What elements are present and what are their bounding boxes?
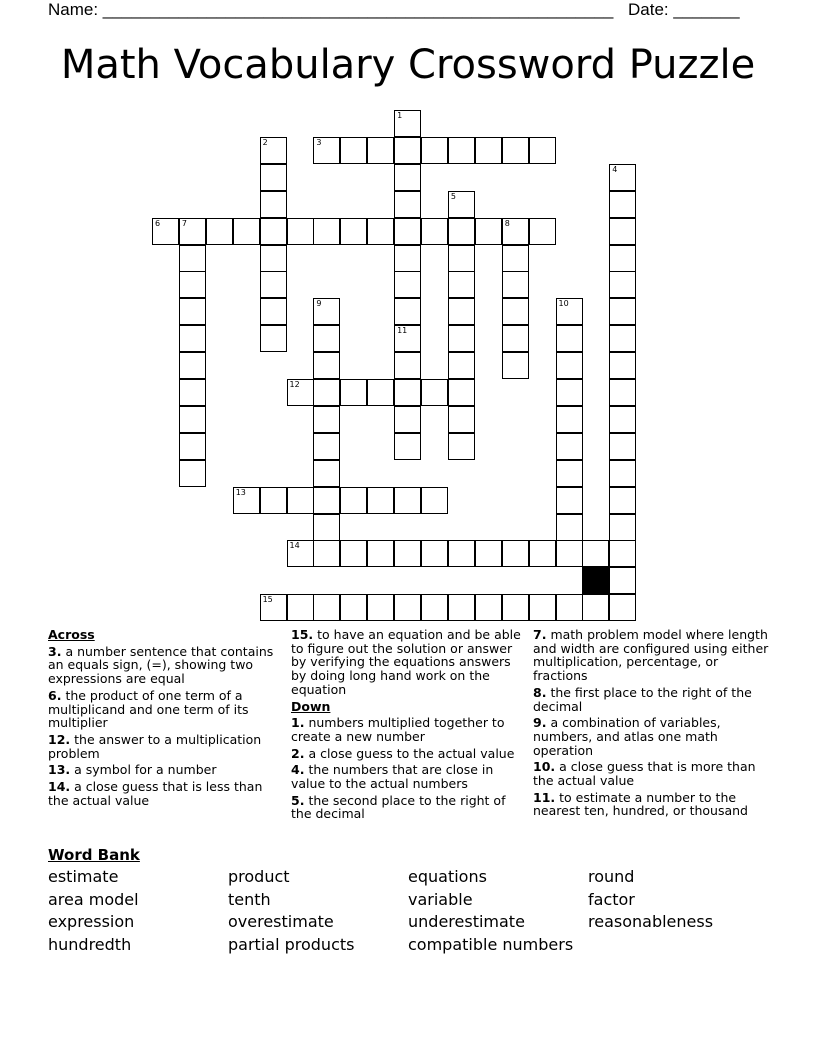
clue-down-5: 5. the second place to the right of the decimal (291, 792, 506, 822)
crossword-cell[interactable] (394, 540, 421, 567)
word-bank-word: round (588, 867, 635, 886)
crossword-cell[interactable] (394, 137, 421, 164)
crossword-cell[interactable] (394, 271, 421, 298)
crossword-cell[interactable] (609, 594, 636, 621)
crossword-cell[interactable] (448, 433, 475, 460)
crossword-cell[interactable] (367, 379, 394, 406)
crossword-cell[interactable] (313, 433, 340, 460)
clue-number: 15 (262, 595, 273, 605)
clue-number: 8 (504, 218, 510, 228)
word-bank-word: area model (48, 889, 139, 909)
crossword-cell[interactable] (313, 514, 340, 541)
word-bank-column-4 (588, 866, 713, 934)
crossword-cell[interactable] (609, 271, 636, 298)
clue-number: 13 (235, 487, 246, 497)
crossword-cell[interactable] (313, 487, 340, 514)
clue-across-12: 12. the answer to a multiplication problem (48, 731, 262, 761)
crossword-cell[interactable] (475, 594, 502, 621)
crossword-cell[interactable] (287, 540, 314, 567)
word-bank-word: partial products (228, 934, 355, 954)
crossword-cell[interactable] (421, 218, 448, 245)
crossword-cell[interactable] (609, 433, 636, 460)
word-bank-word: expression (48, 912, 135, 931)
crossword-cell[interactable] (233, 487, 260, 514)
crossword-cell[interactable] (179, 379, 206, 406)
crossword-cell[interactable] (448, 325, 475, 352)
clue-number: 6 (155, 218, 161, 228)
crossword-cell[interactable] (502, 325, 529, 352)
crossword-cell[interactable] (367, 594, 394, 621)
crossword-cell[interactable] (556, 433, 583, 460)
crossword-cell[interactable] (260, 487, 287, 514)
clue-down-7: 7. math problem model where length and width are configured using either multiplication, percentage, or fractions (533, 627, 769, 684)
crossword-cell[interactable] (340, 540, 367, 567)
crossword-cell[interactable] (556, 594, 583, 621)
crossword-cell[interactable] (448, 594, 475, 621)
crossword-cell[interactable] (394, 110, 421, 137)
crossword-cell[interactable] (448, 298, 475, 325)
clue-number: 11 (397, 326, 408, 336)
crossword-cell[interactable] (502, 298, 529, 325)
crossword-cell[interactable] (260, 325, 287, 352)
crossword-cell[interactable] (556, 325, 583, 352)
name-line[interactable]: Name: ______________________________________________________ (48, 0, 614, 19)
crossword-cell[interactable] (502, 137, 529, 164)
black-square (582, 567, 609, 594)
crossword-cell[interactable] (556, 352, 583, 379)
crossword-cell[interactable] (448, 406, 475, 433)
crossword-cell[interactable] (582, 594, 609, 621)
crossword-cell[interactable] (475, 218, 502, 245)
crossword-cell[interactable] (313, 325, 340, 352)
clue-down-4: 4. the numbers that are close in value to the actual numbers (291, 762, 494, 792)
word-bank-column-3 (408, 866, 573, 956)
crossword-cell[interactable] (313, 594, 340, 621)
crossword-cell[interactable] (313, 218, 340, 245)
clue-number: 12 (289, 380, 300, 389)
crossword-cell[interactable] (448, 379, 475, 406)
crossword-cell[interactable] (448, 271, 475, 298)
crossword-cell[interactable] (529, 137, 556, 164)
crossword-cell[interactable] (502, 540, 529, 567)
crossword-cell[interactable] (313, 406, 340, 433)
across-heading: Across (48, 627, 95, 642)
crossword-cell[interactable] (448, 352, 475, 379)
crossword-cell[interactable] (152, 218, 179, 245)
crossword-cell[interactable] (448, 191, 475, 218)
word-bank-word: underestimate (408, 912, 525, 931)
crossword-cell[interactable] (313, 352, 340, 379)
crossword-cell[interactable] (260, 164, 287, 191)
clue-number: 7 (181, 218, 187, 228)
crossword-cell[interactable] (529, 218, 556, 245)
crossword-cell[interactable] (313, 137, 340, 164)
clue-down-9: 9. a combination of variables, numbers, and atlas one math operation (533, 715, 721, 758)
crossword-cell[interactable] (260, 137, 287, 164)
crossword-cell[interactable] (367, 218, 394, 245)
crossword-cell[interactable] (582, 540, 609, 567)
word-bank-word: product (228, 867, 290, 886)
crossword-cell[interactable] (179, 433, 206, 460)
clue-number: 4 (612, 164, 618, 174)
word-bank-word: hundredth (48, 934, 132, 954)
crossword-cell[interactable] (179, 245, 206, 272)
crossword-cell[interactable] (394, 594, 421, 621)
clue-across-14: 14. a close guess that is less than the actual value (48, 779, 263, 808)
crossword-cell[interactable] (556, 460, 583, 487)
crossword-cell[interactable] (179, 271, 206, 298)
crossword-cell[interactable] (260, 191, 287, 218)
crossword-cell[interactable] (340, 487, 367, 514)
crossword-cell[interactable] (260, 271, 287, 298)
crossword-cell[interactable] (394, 406, 421, 433)
crossword-cell[interactable] (313, 460, 340, 487)
word-bank-word: reasonableness (588, 912, 714, 931)
word-bank-word: estimate (48, 867, 119, 886)
crossword-cell[interactable] (340, 594, 367, 621)
word-bank-word: factor (588, 889, 635, 909)
crossword-cell[interactable] (394, 164, 421, 191)
word-bank-column-1 (48, 866, 139, 956)
clue-number: 14 (289, 541, 300, 551)
crossword-cell[interactable] (448, 245, 475, 272)
crossword-cell[interactable] (313, 540, 340, 567)
crossword-cell[interactable] (367, 137, 394, 164)
clue-down-10: 10. a close guess that is more than the actual value (533, 759, 756, 789)
crossword-cell[interactable] (394, 218, 421, 245)
crossword-cell[interactable] (609, 298, 636, 325)
crossword-cell[interactable] (394, 245, 421, 272)
crossword-cell[interactable] (179, 406, 206, 433)
crossword-cell[interactable] (394, 325, 421, 352)
word-bank-word: variable (408, 889, 473, 909)
crossword-cell[interactable] (556, 487, 583, 514)
crossword-cell[interactable] (340, 218, 367, 245)
crossword-cell[interactable] (394, 379, 421, 406)
crossword-cell[interactable] (367, 540, 394, 567)
crossword-cell[interactable] (394, 433, 421, 460)
crossword-cell[interactable] (475, 540, 502, 567)
crossword-cell[interactable] (502, 271, 529, 298)
crossword-cell[interactable] (179, 352, 206, 379)
clue-number: 2 (262, 137, 268, 147)
crossword-cell[interactable] (556, 298, 583, 325)
word-bank-column-2 (228, 866, 354, 956)
crossword-cell[interactable] (313, 379, 340, 406)
clue-number: 9 (316, 299, 322, 309)
clue-down-1: 1. numbers multiplied together to create a new number (291, 715, 505, 744)
clue-number: 1 (397, 111, 403, 120)
clue-across-13: 13. a symbol for a number (48, 762, 217, 778)
crossword-cell[interactable] (421, 540, 448, 567)
crossword-cell[interactable] (340, 379, 367, 406)
crossword-cell[interactable] (179, 218, 206, 245)
crossword-cell[interactable] (179, 325, 206, 352)
crossword-cell[interactable] (609, 191, 636, 218)
clue-down-8: 8. the first place to the right of the decimal (533, 684, 752, 714)
crossword-cell[interactable] (394, 298, 421, 325)
crossword-cell[interactable] (179, 298, 206, 325)
crossword-cell[interactable] (394, 191, 421, 218)
clue-number: 10 (558, 299, 569, 309)
crossword-cell[interactable] (609, 540, 636, 567)
word-bank-word: overestimate (228, 912, 334, 931)
crossword-cell[interactable] (502, 218, 529, 245)
crossword-cell[interactable] (260, 218, 287, 245)
crossword-cell[interactable] (556, 406, 583, 433)
header (48, 0, 748, 22)
crossword-cell[interactable] (556, 540, 583, 567)
crossword-cell[interactable] (529, 540, 556, 567)
crossword-cell[interactable] (340, 137, 367, 164)
crossword-cell[interactable] (448, 137, 475, 164)
crossword-cell[interactable] (179, 460, 206, 487)
crossword-cell[interactable] (421, 594, 448, 621)
crossword-cell[interactable] (475, 137, 502, 164)
crossword-cell[interactable] (287, 487, 314, 514)
clue-down-11: 11. to estimate a number to the nearest ten, hundred, or thousand (533, 789, 748, 819)
crossword-cell[interactable] (206, 218, 233, 245)
crossword-cell[interactable] (448, 540, 475, 567)
crossword-cell[interactable] (609, 218, 636, 245)
crossword-cell[interactable] (609, 352, 636, 379)
word-bank-word: compatible numbers (408, 934, 574, 954)
crossword-cell[interactable] (394, 487, 421, 514)
crossword-cell[interactable] (367, 487, 394, 514)
crossword-cell[interactable] (529, 594, 556, 621)
crossword-cell[interactable] (609, 567, 636, 594)
crossword-cell[interactable] (609, 325, 636, 352)
crossword-cell[interactable] (609, 514, 636, 541)
crossword-cell[interactable] (609, 460, 636, 487)
crossword-cell[interactable] (609, 406, 636, 433)
clue-down-2: 2. a close guess to the actual value (291, 745, 515, 761)
crossword-cell[interactable] (260, 298, 287, 325)
crossword-cell[interactable] (287, 379, 314, 406)
crossword-cell[interactable] (502, 594, 529, 621)
clues-column-3 (533, 628, 769, 821)
crossword-cell[interactable] (609, 487, 636, 514)
crossword-cell[interactable] (421, 487, 448, 514)
word-bank-title: Word Bank (48, 846, 140, 864)
down-heading: Down (291, 698, 331, 714)
crossword-cell[interactable] (421, 379, 448, 406)
clue-across-6: 6. the product of one term of a multiplicand and one term of its multiplier (48, 687, 249, 731)
crossword-cell[interactable] (609, 379, 636, 406)
clue-across-3: 3. a number sentence that contains an equals sign, (=), showing two expressions are equal (48, 643, 274, 687)
page-title: Math Vocabulary Crossword Puzzle (60, 42, 756, 88)
clue-number: 5 (450, 191, 456, 201)
crossword-cell[interactable] (313, 298, 340, 325)
crossword-cell[interactable] (287, 218, 314, 245)
crossword-cell[interactable] (556, 514, 583, 541)
crossword-cell[interactable] (609, 245, 636, 272)
clue-number: 3 (316, 137, 322, 147)
crossword-cell[interactable] (502, 245, 529, 272)
clue-across-15: 15. to have an equation and be able to figure out the solution or answer by verifying the equations answers by doing long hand work on the equation (291, 627, 521, 697)
crossword-cell[interactable] (260, 245, 287, 272)
crossword-cell[interactable] (421, 137, 448, 164)
clues-column-2 (291, 628, 527, 824)
crossword-cell[interactable] (502, 352, 529, 379)
crossword-cell[interactable] (233, 218, 260, 245)
date-line[interactable]: Date: _______ (628, 0, 740, 19)
crossword-cell[interactable] (394, 352, 421, 379)
crossword-cell[interactable] (609, 164, 636, 191)
crossword-cell[interactable] (287, 594, 314, 621)
word-bank-word: tenth (228, 889, 271, 909)
crossword-cell[interactable] (260, 594, 287, 621)
crossword-cell[interactable] (556, 379, 583, 406)
crossword-cell[interactable] (448, 218, 475, 245)
word-bank-word: equations (408, 867, 487, 886)
clues-column-1 (48, 628, 284, 810)
